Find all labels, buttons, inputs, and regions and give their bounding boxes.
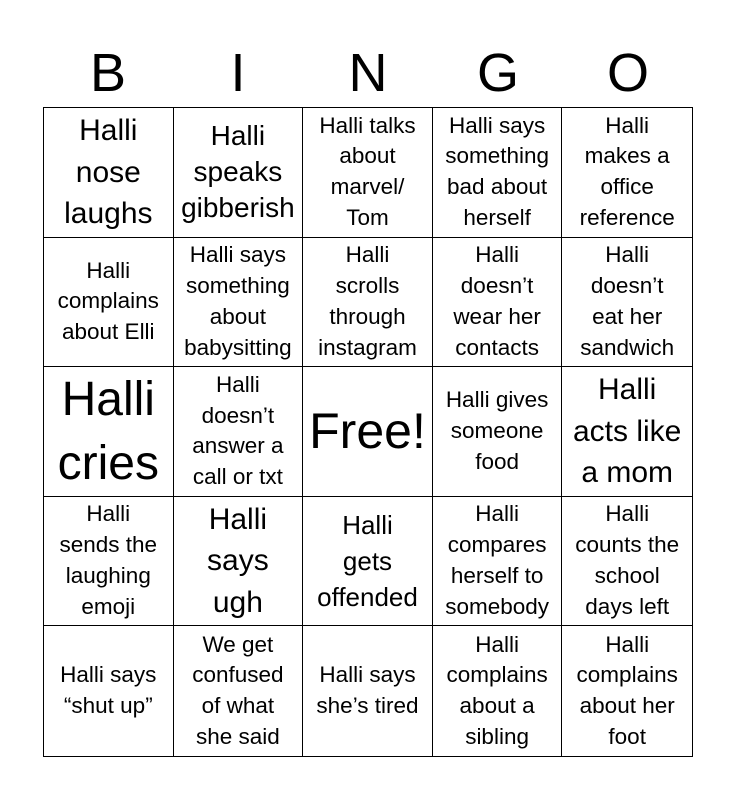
bingo-cell-text: Halli makes a office reference — [579, 112, 675, 231]
bingo-cell-text: Halli complains about a sibling — [446, 631, 548, 749]
bingo-cell-r5c1[interactable] — [44, 626, 174, 756]
bingo-cell-r1c2[interactable] — [174, 108, 304, 238]
bingo-cell-r3c2[interactable] — [174, 367, 304, 497]
bingo-cell-text: Halli says something bad about herself — [445, 112, 549, 231]
bingo-cell-text: Halli says “shut up” — [60, 662, 157, 719]
header-letter-b: B — [89, 43, 127, 103]
bingo-cell-text: Halli doesn’t eat her sandwich — [580, 242, 675, 360]
bingo-cell-text: Halli counts the school days left — [575, 501, 680, 619]
bingo-cell-text: Halli cries — [57, 372, 159, 490]
header-letter-n: N — [348, 43, 388, 103]
bingo-cell-text: Halli doesn’t answer a call or txt — [192, 371, 284, 490]
bingo-cell-text: Halli says she’s tired — [316, 662, 419, 719]
bingo-cell-text: Halli complains about Elli — [57, 257, 159, 345]
header-letter-o: O — [606, 43, 649, 103]
bingo-cell-text: We get confused of what she said — [192, 631, 284, 749]
bingo-cell-r1c1[interactable] — [44, 108, 174, 238]
bingo-cell-text: Halli nose laughs — [64, 114, 153, 230]
bingo-cell-r2c5[interactable] — [562, 238, 692, 368]
bingo-cell-free[interactable] — [303, 367, 433, 497]
bingo-cell-r2c1[interactable] — [44, 238, 174, 368]
bingo-cell-r1c3[interactable] — [303, 108, 433, 238]
bingo-cell-r5c5[interactable] — [562, 626, 692, 756]
bingo-cell-text: Halli scrolls through instagram — [318, 242, 417, 360]
bingo-cell-text: Halli gets offended — [317, 509, 418, 613]
bingo-cell-r1c5[interactable] — [562, 108, 692, 238]
bingo-cell-r4c2[interactable] — [174, 497, 304, 627]
bingo-cell-text: Halli compares herself to somebody — [445, 501, 549, 619]
bingo-cell-text: Halli talks about marvel/ Tom — [319, 112, 416, 231]
bingo-cell-r4c5[interactable] — [562, 497, 692, 627]
bingo-cell-text: Halli complains about her foot — [576, 631, 678, 749]
header-letter-i: I — [230, 43, 246, 103]
bingo-cell-r4c3[interactable] — [303, 497, 433, 627]
bingo-cell-text: Halli speaks gibberish — [181, 119, 295, 224]
bingo-card-grid — [43, 107, 693, 757]
bingo-cell-r2c4[interactable] — [433, 238, 563, 368]
bingo-cell-text: Halli sends the laughing emoji — [59, 501, 158, 619]
bingo-cell-r2c2[interactable] — [174, 238, 304, 368]
bingo-cell-text: Halli gives someone food — [445, 387, 549, 474]
bingo-cell-r1c4[interactable] — [433, 108, 563, 238]
bingo-cell-r5c3[interactable] — [303, 626, 433, 756]
bingo-cell-text: Halli acts like a mom — [573, 373, 682, 490]
bingo-cell-r2c3[interactable] — [303, 238, 433, 368]
bingo-cell-r3c4[interactable] — [433, 367, 563, 497]
bingo-cell-r4c4[interactable] — [433, 497, 563, 627]
bingo-cell-text: Halli doesn’t wear her contacts — [453, 242, 541, 360]
bingo-cell-r3c5[interactable] — [562, 367, 692, 497]
bingo-cell-r5c4[interactable] — [433, 626, 563, 756]
header-letter-g: G — [476, 43, 519, 103]
bingo-header — [43, 40, 693, 106]
bingo-cell-text: Free! — [309, 402, 426, 459]
bingo-cell-text: Halli says ugh — [207, 503, 269, 619]
bingo-cell-r3c1[interactable] — [44, 367, 174, 497]
bingo-cell-text: Halli says something about babysitting — [184, 242, 292, 360]
bingo-cell-r5c2[interactable] — [174, 626, 304, 756]
bingo-cell-r4c1[interactable] — [44, 497, 174, 627]
